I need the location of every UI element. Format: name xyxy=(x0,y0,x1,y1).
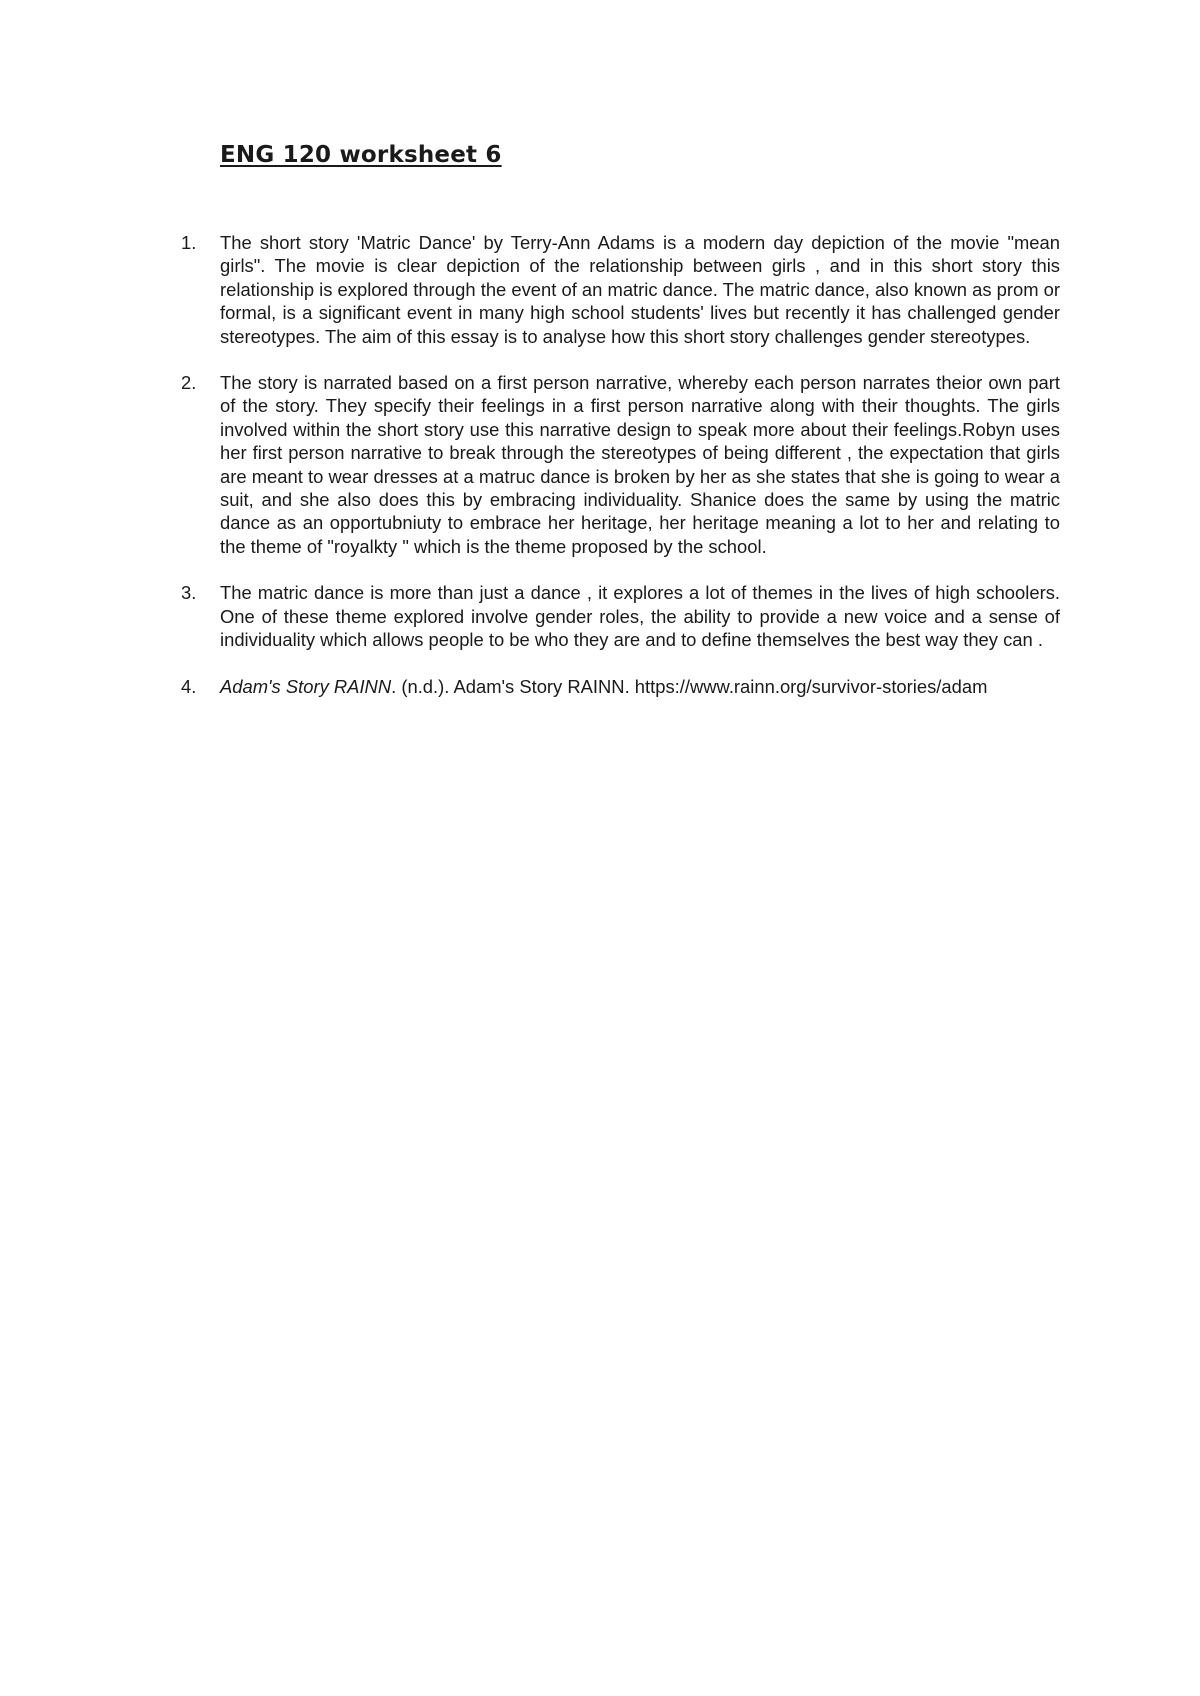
item-number-1: 1. xyxy=(181,232,197,253)
list-item-2 xyxy=(181,371,1060,558)
list-item-4-reference xyxy=(181,675,1060,698)
answer-list xyxy=(181,231,1060,721)
list-item-3 xyxy=(181,581,1060,651)
list-item-1 xyxy=(181,231,1060,348)
reference-details: . (n.d.). Adam's Story RAINN. https://www.rainn.org/survivor-stories/adam xyxy=(391,675,988,697)
item-text-2: The story is narrated based on a first person narrative, whereby each person narrates theior own part of the story. They specify their feelings in a first person narrative along with their thoughts. The girls involved within the short story use this narrative design to speak more about their feelings.Robyn uses her first person narrative to break through the stereotypes of being different , the expectation that girls are meant to wear dresses at a matruc dance is broken by her as she states that she is going to wear a suit, and she also does this by embracing individuality. Shanice does the same by using the matric dance as an opportubniuty to embrace her heritage, her heritage meaning a lot to her and relating to the theme of "royalkty " which is the theme proposed by the school. xyxy=(220,372,1060,557)
worksheet-title: ENG 120 worksheet 6 xyxy=(220,142,502,168)
reference-text xyxy=(220,675,1060,698)
item-text-3: The matric dance is more than just a dance , it explores a lot of themes in the lives of high schoolers. One of these theme explored involve gender roles, the ability to provide a new voice and a sense of individuality which allows people to be who they are and to define themselves the best way they can . xyxy=(220,582,1060,651)
item-number-4: 4. xyxy=(181,675,197,697)
reference-title: Adam's Story RAINN xyxy=(220,675,392,697)
item-text-1: The short story 'Matric Dance' by Terry-Ann Adams is a modern day depiction of the movie "mean girls". The movie is clear depiction of the relationship between girls , and in this short story this relationship is explored through the event of an matric dance. The matric dance, also known as prom or formal, is a significant event in many high school students' lives but recently it has challenged gender stereotypes. The aim of this essay is to analyse how this short story challenges gender stereotypes. xyxy=(220,232,1060,347)
item-number-3: 3. xyxy=(181,582,197,604)
item-number-2: 2. xyxy=(181,372,197,394)
